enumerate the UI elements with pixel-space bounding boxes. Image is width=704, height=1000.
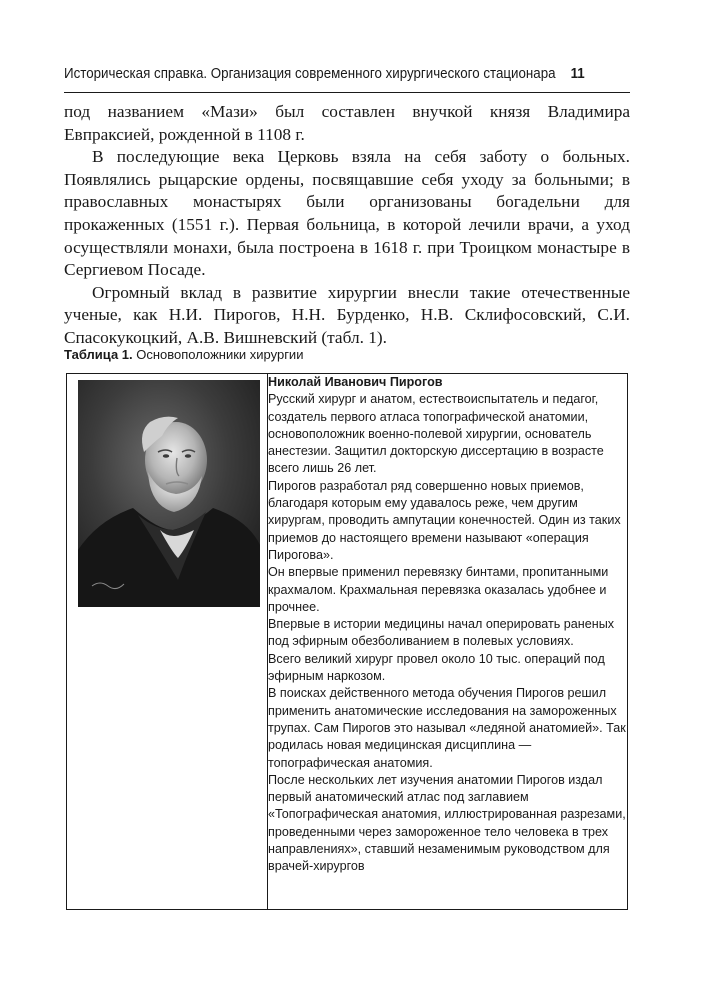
table-caption-label: Таблица 1. (64, 347, 133, 362)
person-name: Николай Иванович Пирогов (268, 375, 443, 389)
running-header (64, 66, 585, 82)
bio-paragraph: Русский хирург и анатом, естествоиспытатель и педагог, создатель первого атласа топографической анатомии, основоположник военно-полевой хирургии, основатель анестезии. Защитил докторскую диссертацию в возрасте всего лишь 26 лет. (268, 392, 604, 476)
paragraph: Огромный вклад в развитие хирургии внесли такие отечественные ученые, как Н.И. Пирогов, Н.Н. Бурденко, Н.В. Склифосовский, С.И. Спасокукоцкий, А.В. Вишневский (табл. 1). (64, 282, 630, 347)
portrait-cell (67, 374, 268, 910)
bio-paragraph: В поисках действенного метода обучения Пирогов решил применить анатомические исследования на замороженных трупах. Сам Пирогов это называл «ледяной анатомией». Так родилась новая медицинская дисциплина — топографическая анатомия. (268, 686, 626, 770)
bio-paragraph: Всего великий хирург провел около 10 тыс. операций под эфирным наркозом. (268, 651, 605, 684)
bio-paragraph: Он впервые применил перевязку бинтами, пропитанными крахмалом. Крахмальная перевязка оказалась удобнее и прочнее. (268, 565, 609, 614)
paragraph: В последующие века Церковь взяла на себя заботу о больных. Появлялись рыцарские ордены, посвящавшие себя уходу за больными; в православных монастырях были организованы богадельни для прокаженных (1551 г.). Первая больница, в которой лечили врачи, а уход осуществляли монахи, была построена в 1618 г. при Троицком монастыре в Сергиевом Посаде. (64, 147, 630, 280)
biography (268, 391, 627, 875)
surgery-founders-table (66, 373, 628, 910)
pirogov-portrait (78, 380, 260, 607)
body-text (64, 101, 630, 350)
bio-paragraph: Пирогов разработал ряд совершенно новых приемов, благодаря которым ему удавалось реже, чем другим хирургам, проводить ампутации конечностей. Один из таких приемов до настоящего времени называют «операция Пирогова». (268, 478, 621, 562)
biography-cell (268, 374, 628, 910)
bio-paragraph: Впервые в истории медицины начал оперировать раненых под эфирным обезболиванием в полевых условиях. (268, 617, 615, 649)
table-caption (64, 347, 630, 362)
header-divider (64, 92, 630, 93)
bio-paragraph: После нескольких лет изучения анатомии Пирогов издал первый анатомический атлас под заглавием «Топографическая анатомия, иллюстрированная разрезами, проведенными через замороженное тело человека в трех направлениях», ставший незаменимым руководством для врачей-хирургов (268, 772, 626, 874)
running-header-title: Историческая справка. Организация современного хирургического стационара (64, 66, 556, 82)
paragraph: под названием «Мази» был составлен внучкой князя Владимира Евпраксией, рожденной в 1108 г. (64, 102, 630, 144)
table-row (67, 374, 628, 910)
page-number: 11 (570, 66, 585, 82)
table-caption-text: Основоположники хирургии (132, 347, 304, 362)
